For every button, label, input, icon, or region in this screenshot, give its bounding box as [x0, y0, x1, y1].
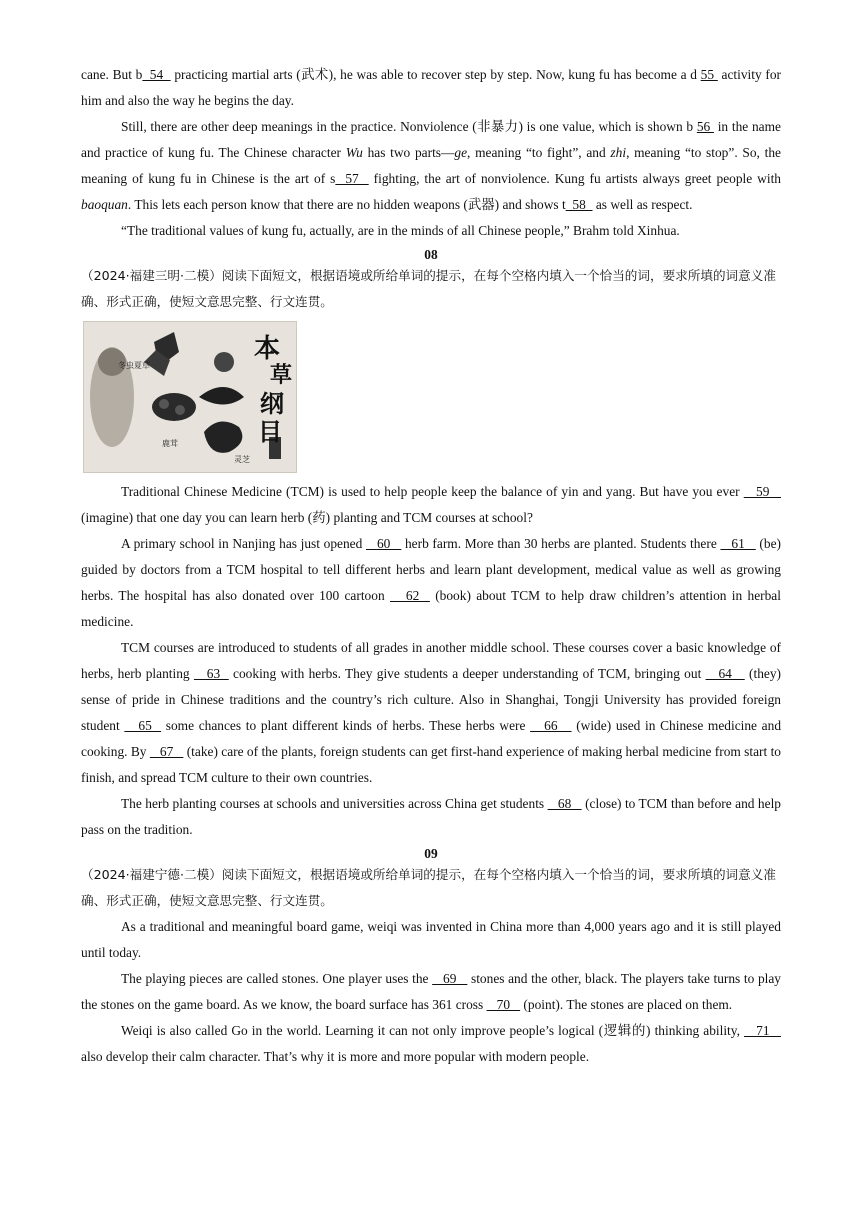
section-number-09: 09 — [424, 846, 438, 861]
blank-55[interactable]: 55 — [700, 67, 718, 82]
herb-label-lingzhi: 灵芝 — [234, 455, 250, 464]
blank-68[interactable]: 68 — [547, 796, 582, 811]
blank-70[interactable]: 70 — [486, 997, 521, 1012]
document-page — [81, 62, 781, 1070]
paragraph-kungfu-meaning: Still, there are other deep meanings in the practice. Nonviolence (非暴力) is one value, which is shown b 56 in the name and practice of kung fu. The Chinese character Wu has two parts—ge, meaning “to fight”, and zhi, meaning “to stop”. So, the meaning of kung fu in Chinese is the art of s 57 fighting, the art of nonviolence. Kung fu artists always greet people with baoquan. This lets each person know that there are no hidden weapons (武器) and shows t 58 as well as respect. — [81, 119, 781, 212]
figure-title-char-3: 纲 — [260, 390, 284, 418]
section-number-08: 08 — [424, 247, 438, 262]
paragraph-kungfu-quote: “The traditional values of kung fu, actually, are in the minds of all Chinese people,” Brahm told Xinhua. — [121, 223, 680, 238]
herb-label-antler: 鹿茸 — [162, 439, 178, 448]
paragraph-tcm-nanjing: A primary school in Nanjing has just opened 60 herb farm. More than 30 herbs are planted. Students there 61 (be) guided by doctors from a TCM hospital to tell different herbs and learn plant development, medical value as well as growing herbs. The hospital has also donated over 100 cartoon 62 (book) about TCM to help draw children’s attention in herbal medicine. — [81, 536, 781, 629]
blank-56[interactable]: 56 — [696, 119, 714, 134]
blank-54[interactable]: 54 — [142, 67, 171, 82]
blank-57[interactable]: 57 — [335, 171, 369, 186]
blank-62[interactable]: 62 — [389, 588, 430, 603]
herb-label-cordyceps: 冬虫夏草 — [118, 361, 150, 370]
figure-title-char-1: 本 — [254, 334, 281, 364]
blank-71[interactable]: 71 — [744, 1023, 781, 1038]
blank-58[interactable]: 58 — [565, 197, 593, 212]
paragraph-tcm-intro: Traditional Chinese Medicine (TCM) is used to help people keep the balance of yin and yang. But have you ever 59 (imagine) that one day you can learn herb (药) planting and TCM courses at school? — [81, 484, 781, 525]
figure-title-char-2: 草 — [270, 363, 293, 388]
blank-64[interactable]: 64 — [705, 666, 745, 681]
blank-67[interactable]: 67 — [149, 744, 184, 759]
paragraph-weiqi-benefits: Weiqi is also called Go in the world. Learning it can not only improve people’s logical (逻辑的) thinking ability, 71 also develop their calm character. That’s why it is more and more popular with modern people. — [81, 1023, 781, 1064]
section-09-instructions: （2024·福建宁德·二模）阅读下面短文，根据语境或所给单词的提示，在每个空格内填入一个恰当的词，要求所填的词意义准确、形式正确，使短文意思完整、行文连贯。 — [81, 867, 776, 908]
section-08-instructions: （2024·福建三明·二模）阅读下面短文，根据语境或所给单词的提示，在每个空格内填入一个恰当的词，要求所填的词意义准确、形式正确，使短文意思完整、行文连贯。 — [81, 268, 776, 309]
tcm-herbs-illustration — [83, 321, 297, 473]
blank-61[interactable]: 61 — [720, 536, 756, 551]
blank-60[interactable]: 60 — [365, 536, 402, 551]
figure-title-char-4: 目 — [258, 418, 282, 446]
blank-59[interactable]: 59 — [743, 484, 781, 499]
blank-66[interactable]: 66 — [530, 718, 572, 733]
blank-69[interactable]: 69 — [432, 971, 468, 986]
paragraph-tcm-courses: TCM courses are introduced to students of all grades in another middle school. These courses cover a basic knowledge of herbs, herb planting 63 cooking with herbs. They give students a deeper understanding of TCM, bringing out 64 (they) sense of pride in Chinese traditions and the country’s rich culture. Also in Shanghai, Tongji University has provided foreign student 65 some chances to plant different kinds of herbs. These herbs were 66 (wide) used in Chinese medicine and cooking. By 67 (take) care of the plants, foreign students can get first-hand experience of making herbal medicine from start to finish, and spread TCM culture to their own countries. — [81, 640, 782, 785]
paragraph-weiqi-intro: As a traditional and meaningful board game, weiqi was invented in China more than 4,000 years ago and it is still played until today. — [81, 919, 781, 960]
paragraph-kungfu-recovery: cane. But b 54 practicing martial arts (武术), he was able to recover step by step. Now, kung fu has become a d 55 activity for him and also the way he begins the day. — [81, 67, 781, 108]
blank-65[interactable]: 65 — [124, 718, 162, 733]
blank-63[interactable]: 63 — [193, 666, 229, 681]
paragraph-tcm-conclusion: The herb planting courses at schools and universities across China get students 68 (close) to TCM than before and help pass on the tradition. — [81, 796, 781, 837]
paragraph-weiqi-stones: The playing pieces are called stones. One player uses the 69 stones and the other, black. The players take turns to play the stones on the game board. As we know, the board surface has 361 cross 70 (point). The stones are placed on them. — [81, 971, 781, 1012]
